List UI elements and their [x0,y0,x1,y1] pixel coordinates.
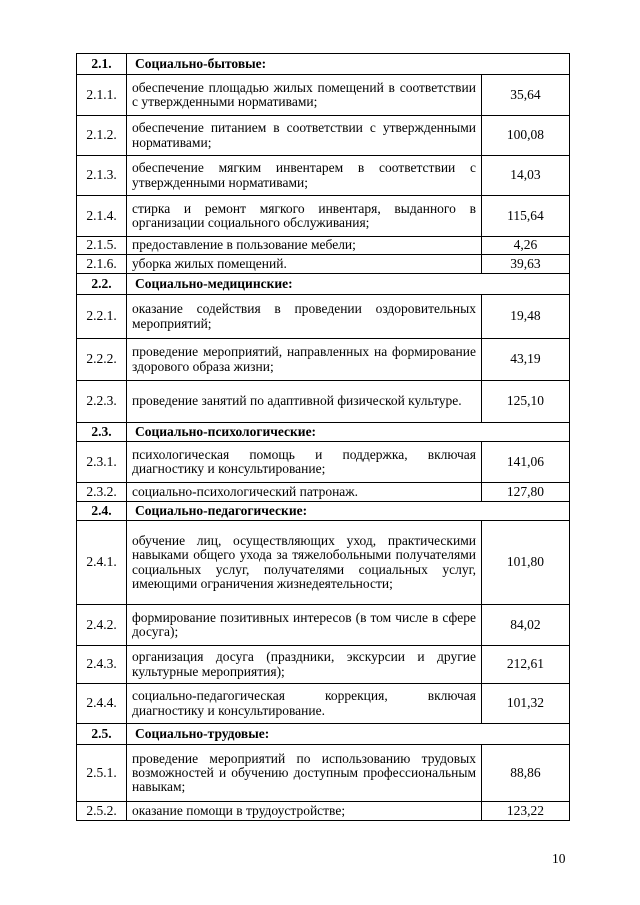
row-number: 2.4.3. [77,646,127,684]
row-number: 2.2.1. [77,295,127,339]
table-row [77,521,570,605]
section-header-row [77,724,570,745]
section-header-row [77,54,570,75]
service-value: 123,22 [481,802,569,821]
service-description: социально-психологический патронаж. [127,483,482,502]
service-description: психологическая помощь и поддержка, включая диагностику и консультирование; [127,442,482,483]
service-description: формирование позитивных интересов (в том числе в сфере досуга); [127,605,482,646]
section-number: 2.4. [77,502,127,521]
row-number: 2.4.1. [77,521,127,605]
row-number: 2.5.2. [77,802,127,821]
section-title: Социально-бытовые: [127,54,570,75]
table-row [77,339,570,381]
section-number: 2.2. [77,274,127,295]
service-description: оказание содействия в проведении оздоровительных мероприятий; [127,295,482,339]
table-row [77,196,570,237]
row-number: 2.4.4. [77,684,127,724]
service-description: обеспечение площадью жилых помещений в соответствии с утвержденными нормативами; [127,75,482,116]
service-value: 101,80 [481,521,569,605]
row-number: 2.1.3. [77,156,127,196]
service-description: обеспечение питанием в соответствии с утвержденными нормативами; [127,116,482,156]
section-header-row [77,274,570,295]
section-header-row [77,423,570,442]
service-value: 212,61 [481,646,569,684]
section-title: Социально-медицинские: [127,274,570,295]
table-row [77,605,570,646]
service-description: стирка и ремонт мягкого инвентаря, выданного в организации социального обслуживания; [127,196,482,237]
service-value: 141,06 [481,442,569,483]
service-value: 125,10 [481,381,569,423]
service-description: уборка жилых помещений. [127,255,482,274]
section-header-row [77,502,570,521]
table-row [77,745,570,802]
row-number: 2.5.1. [77,745,127,802]
service-value: 4,26 [481,237,569,255]
service-value: 19,48 [481,295,569,339]
table-row [77,442,570,483]
table-row [77,75,570,116]
row-number: 2.3.2. [77,483,127,502]
table-row [77,255,570,274]
section-number: 2.1. [77,54,127,75]
service-description: обеспечение мягким инвентарем в соответствии с утвержденными нормативами; [127,156,482,196]
row-number: 2.2.2. [77,339,127,381]
section-number: 2.5. [77,724,127,745]
service-value: 39,63 [481,255,569,274]
service-description: обучение лиц, осуществляющих уход, практическими навыками общего ухода за тяжелобольными получателями социальных услуг, получателями социальных услуг, имеющими ограничения жизнедеятельности; [127,521,482,605]
section-title: Социально-психологические: [127,423,570,442]
table-row [77,156,570,196]
section-number: 2.3. [77,423,127,442]
service-value: 100,08 [481,116,569,156]
row-number: 2.1.1. [77,75,127,116]
service-value: 88,86 [481,745,569,802]
service-value: 84,02 [481,605,569,646]
service-value: 14,03 [481,156,569,196]
table-row [77,646,570,684]
table-row [77,483,570,502]
row-number: 2.1.5. [77,237,127,255]
table-row [77,802,570,821]
section-title: Социально-трудовые: [127,724,570,745]
service-description: проведение мероприятий по использованию трудовых возможностей и обучению доступным профессиональным навыкам; [127,745,482,802]
service-description: предоставление в пользование мебели; [127,237,482,255]
service-value: 115,64 [481,196,569,237]
row-number: 2.3.1. [77,442,127,483]
row-number: 2.1.2. [77,116,127,156]
page-number: 10 [552,851,566,866]
row-number: 2.1.6. [77,255,127,274]
service-value: 127,80 [481,483,569,502]
service-description: социально-педагогическая коррекция, включая диагностику и консультирование. [127,684,482,724]
services-table [76,53,570,821]
table-row [77,684,570,724]
table-row [77,295,570,339]
service-value: 43,19 [481,339,569,381]
section-title: Социально-педагогические: [127,502,570,521]
service-value: 35,64 [481,75,569,116]
table-row [77,381,570,423]
row-number: 2.2.3. [77,381,127,423]
row-number: 2.4.2. [77,605,127,646]
service-description: проведение мероприятий, направленных на формирование здорового образа жизни; [127,339,482,381]
service-description: организация досуга (праздники, экскурсии и другие культурные мероприятия); [127,646,482,684]
service-value: 101,32 [481,684,569,724]
row-number: 2.1.4. [77,196,127,237]
table-row [77,237,570,255]
service-description: проведение занятий по адаптивной физической культуре. [127,381,482,423]
service-description: оказание помощи в трудоустройстве; [127,802,482,821]
table-row [77,116,570,156]
